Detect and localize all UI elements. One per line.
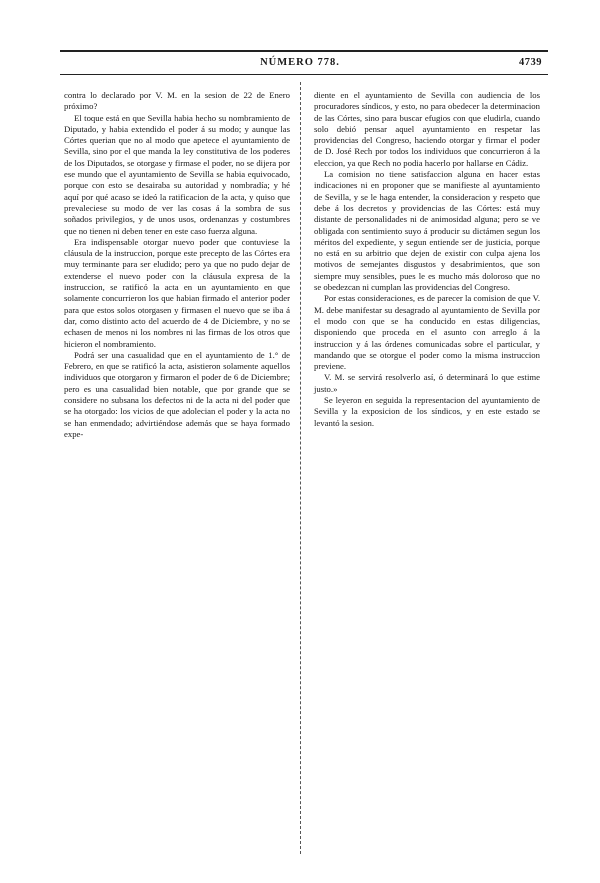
- header-bottom-rule: [60, 74, 548, 75]
- left-column: [64, 90, 290, 440]
- left-paragraph-3: Era indispensable otorgar nuevo poder que contuviese la cláusula de la instruccion, porque este precepto de las Córtes era muy terminante para ser eludido; pero ya que no pudo dejar de extenderse el nuevo poder con la cláusula expresa de la instruccion, se ratificó la acta en un ayuntamiento en que solamente concurrieron los que habian firmado el anterior poder para que estos solos otorgasen y firmasen el nuevo que se iba á dar, como distinto acto del acuerdo de 4 de Diciembre, y no se echasen de menos ni los nombres ni las firmas de los otros que hicieron el nombramiento.: [64, 236, 290, 349]
- right-paragraph-3: Por estas consideraciones, es de parecer la comision de que V. M. debe manifestar su desagrado al ayuntamiento de Sevilla por el modo con que se ha conducido en estas diligencias, disponiendo que proceda en el asunto con arreglo á la instruccion y á las órdenes comunicadas sobre el particular, y mandando que se otorgue el poder como la misma instruccion previene.: [314, 293, 540, 372]
- right-paragraph-1: diente en el ayuntamiento de Sevilla con audiencia de los procuradores síndicos, y esto, no para obedecer la determinacion de las Córtes, sino para buscar efugios con que eludirla, cuando solo debió pensar aquel ayuntamiento en respetar las providencias del Congreso, haciendo otorgar y firmar el poder de D. José Rech por todos los individuos que concurrieron á la eleccion, ya que Rech no podia hacerlo por hallarse en Cádiz.: [314, 90, 540, 168]
- left-paragraph-4: Podrá ser una casualidad que en el ayuntamiento de 1.° de Febrero, en que se ratificó la acta, asistieron solamente aquellos individuos que otorgaron y firmaron el poder de 6 de Diciembre; pero es una casualidad bien notable, que por grande que se considere no subsana los defectos ni de la acta ni del poder que se ha otorgado: los vicios de que adolecian el poder y la acta no se han enmendado; advirtiéndose además que se haya formado expe-: [64, 349, 290, 439]
- issue-number: NÚMERO 778.: [260, 57, 340, 68]
- right-paragraph-5: Se leyeron en seguida la representacion del ayuntamiento de Sevilla y la exposicion de los síndicos, y en este estado se levantó la sesion.: [314, 395, 540, 428]
- left-paragraph-1: contra lo declarado por V. M. en la sesion de 22 de Enero próximo?: [64, 90, 290, 112]
- left-paragraph-2: El toque está en que Sevilla habia hecho su nombramiento de Diputado, y habia extendido el poder á su modo; y aunque las Córtes querian que no al modo que apetece el ayuntamiento de Sevilla, sino por el que manda la ley constitutiva de los poderes de los Diputados, se otorgase y firmase el poder, no se dijera por ese mundo que el ayuntamiento de Sevilla se habia equivocado, porque con esto se desairaba su autoridad y nombradía; y hé aquí por qué acaso se ideó la ratificacion de la acta, y quiso que prevaleciese su modo de ver las cosas á la sombra de sus soñados privilegios, y de unos usos, ordenanzas y costumbres que no tienen ni deben tener en este caso fuerza alguna.: [64, 112, 290, 236]
- header-top-rule: [60, 50, 548, 52]
- page-number: 4739: [519, 57, 542, 68]
- right-column: [314, 90, 540, 429]
- right-paragraph-2: La comision no tiene satisfaccion alguna en hacer estas indicaciones ni en proponer que se manifieste al ayuntamiento de Sevilla, y se le haga entender, la consideracion y respeto que debe á los decretos y providencias de las Córtes: está muy distante de personalidades ni de animosidad alguna; pero se ve obligada con sentimiento suyo á producir su dictámen segun los méritos del expediente, y segun entiende ser de justicia, porque no está en su arbitrio que dejen de existir con culpa ajena los motivos de semejantes disgustos y desabrimientos, que son siempre muy sensibles, pues le es mucho más doloroso que no se obedezcan ni cumplan las providencias del Congreso.: [314, 169, 540, 293]
- column-divider: [300, 82, 301, 854]
- right-paragraph-4: V. M. se servirá resolverlo así, ó determinará lo que estime justo.»: [314, 372, 540, 394]
